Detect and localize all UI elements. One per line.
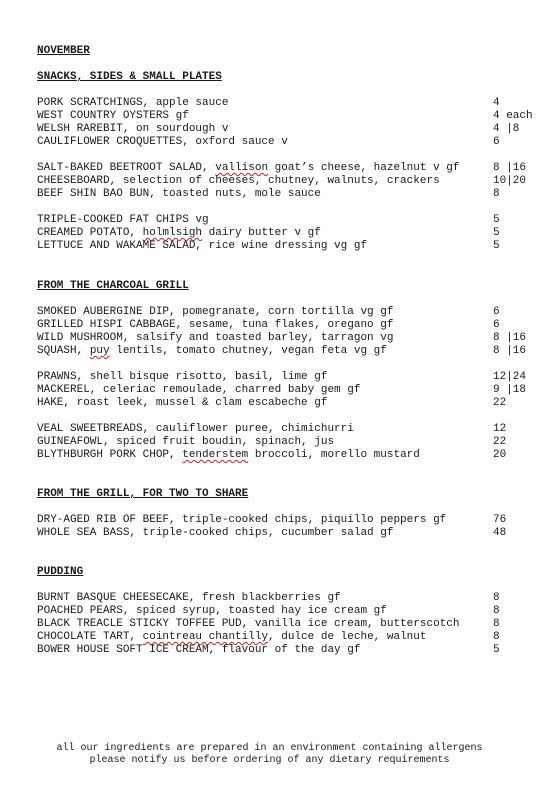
menu-item — [37, 110, 537, 123]
menu-item-price: 6 — [493, 306, 500, 318]
menu-item-price: 10|20 — [493, 175, 527, 187]
menu-item-price: 4 — [493, 97, 500, 109]
menu-item-name: BOWER HOUSE SOFT ICE CREAM, flavour of the day gf — [37, 644, 361, 656]
menu-item — [37, 514, 537, 527]
menu-item-name: BURNT BASQUE CHEESECAKE, fresh blackberries gf — [37, 592, 341, 604]
menu-item-price: 8 — [493, 605, 500, 617]
menu-item-price: 5 — [493, 644, 500, 656]
section-heading-snacks: SNACKS, SIDES & SMALL PLATES — [37, 71, 222, 83]
menu-item — [37, 449, 537, 462]
menu-item — [37, 306, 537, 319]
menu-item-name: PRAWNS, shell bisque risotto, basil, lime gf — [37, 371, 328, 383]
menu-item — [37, 240, 537, 253]
menu-item-name: SALT-BAKED BEETROOT SALAD, vallison goat’s cheese, hazelnut v gf — [37, 162, 460, 174]
menu-item-price: 8 |16 — [493, 162, 527, 174]
menu-item-price: 8 |16 — [493, 332, 527, 344]
menu-item — [37, 423, 537, 436]
menu-item-price: 4 |8 — [493, 123, 520, 135]
section-heading-grill-for-two: FROM THE GRILL, FOR TWO TO SHARE — [37, 488, 249, 500]
menu-item-name: LETTUCE AND WAKAME SALAD, rice wine dressing vg gf — [37, 240, 368, 252]
menu-item-price: 8 — [493, 188, 500, 200]
menu-item-price: 12 — [493, 423, 507, 435]
menu-title: NOVEMBER — [37, 45, 90, 57]
menu-item-price: 12|24 — [493, 371, 527, 383]
menu-item-name: CHEESEBOARD, selection of cheeses, chutney, walnuts, crackers — [37, 175, 440, 187]
menu-item-name: HAKE, roast leek, mussel & clam escabeche gf — [37, 397, 328, 409]
menu-item-name: SQUASH, puy lentils, tomato chutney, vegan feta vg gf — [37, 345, 387, 357]
menu-item — [37, 371, 537, 384]
menu-item — [37, 123, 537, 136]
menu-item-price: 22 — [493, 436, 507, 448]
menu-item — [37, 631, 537, 644]
menu-item — [37, 605, 537, 618]
menu-item-name: WHOLE SEA BASS, triple-cooked chips, cucumber salad gf — [37, 527, 394, 539]
section-heading-charcoal-grill: FROM THE CHARCOAL GRILL — [37, 280, 189, 292]
allergen-notice-line-2: please notify us before ordering of any dietary requirements — [89, 755, 450, 766]
menu-item-price: 9 |18 — [493, 384, 527, 396]
menu-item-price: 4 each — [493, 110, 533, 122]
menu-item-name: WELSH RAREBIT, on sourdough v — [37, 123, 229, 135]
menu-item — [37, 384, 537, 397]
menu-item-price: 8 — [493, 592, 500, 604]
menu-item-name: PORK SCRATCHINGS, apple sauce — [37, 97, 229, 109]
menu-item-price: 8 |16 — [493, 345, 527, 357]
menu-item-price: 76 — [493, 514, 507, 526]
menu-item-price: 8 — [493, 631, 500, 643]
menu-item-name: GUINEAFOWL, spiced fruit boudin, spinach, jus — [37, 436, 335, 448]
menu-item-price: 8 — [493, 618, 500, 630]
menu-item-name: CAULIFLOWER CROQUETTES, oxford sauce v — [37, 136, 288, 148]
menu-item-price: 48 — [493, 527, 507, 539]
menu-item-name: BLYTHBURGH PORK CHOP, tenderstem broccoli, morello mustard — [37, 449, 420, 461]
menu-item-name: WILD MUSHROOM, salsify and toasted barley, tarragon vg — [37, 332, 394, 344]
menu-item-name: CHOCOLATE TART, cointreau chantilly, dulce de leche, walnut — [37, 631, 427, 643]
menu-item — [37, 227, 537, 240]
menu-item-name: BLACK TREACLE STICKY TOFFEE PUD, vanilla ice cream, butterscotch — [37, 618, 460, 630]
menu-item — [37, 345, 537, 358]
menu-item-name: CREAMED POTATO, holmlsigh dairy butter v gf — [37, 227, 321, 239]
section-heading-pudding: PUDDING — [37, 566, 84, 578]
menu-item — [37, 97, 537, 110]
menu-item-price: 5 — [493, 240, 500, 252]
menu-item — [37, 162, 537, 175]
menu-item-price: 5 — [493, 227, 500, 239]
menu-item-name: WEST COUNTRY OYSTERS gf — [37, 110, 189, 122]
menu-item — [37, 319, 537, 332]
menu-item-price: 6 — [493, 319, 500, 331]
menu-item-name: MACKEREL, celeriac remoulade, charred baby gem gf — [37, 384, 361, 396]
menu-item — [37, 136, 537, 149]
menu-item-name: VEAL SWEETBREADS, cauliflower puree, chimichurri — [37, 423, 354, 435]
menu-item-price: 22 — [493, 397, 507, 409]
menu-item-name: BEEF SHIN BAO BUN, toasted nuts, mole sauce — [37, 188, 321, 200]
menu-item — [37, 644, 537, 657]
menu-item — [37, 592, 537, 605]
menu-item-price: 5 — [493, 214, 500, 226]
menu-item — [37, 397, 537, 410]
allergen-notice-line-1: all our ingredients are prepared in an environment containing allergens — [56, 743, 483, 754]
menu-item — [37, 436, 537, 449]
menu-item-name: GRILLED HISPI CABBAGE, sesame, tuna flakes, oregano gf — [37, 319, 394, 331]
menu-item — [37, 188, 537, 201]
menu-item — [37, 527, 537, 540]
menu-item-name: DRY-AGED RIB OF BEEF, triple-cooked chips, piquillo peppers gf — [37, 514, 447, 526]
menu-item — [37, 175, 537, 188]
menu-item — [37, 332, 537, 345]
menu-item — [37, 214, 537, 227]
menu-item-price: 20 — [493, 449, 507, 461]
menu-item-name: POACHED PEARS, spiced syrup, toasted hay ice cream gf — [37, 605, 387, 617]
menu-item-name: SMOKED AUBERGINE DIP, pomegranate, corn tortilla vg gf — [37, 306, 394, 318]
menu-item-name: TRIPLE-COOKED FAT CHIPS vg — [37, 214, 209, 226]
menu-item — [37, 618, 537, 631]
menu-item-price: 6 — [493, 136, 500, 148]
